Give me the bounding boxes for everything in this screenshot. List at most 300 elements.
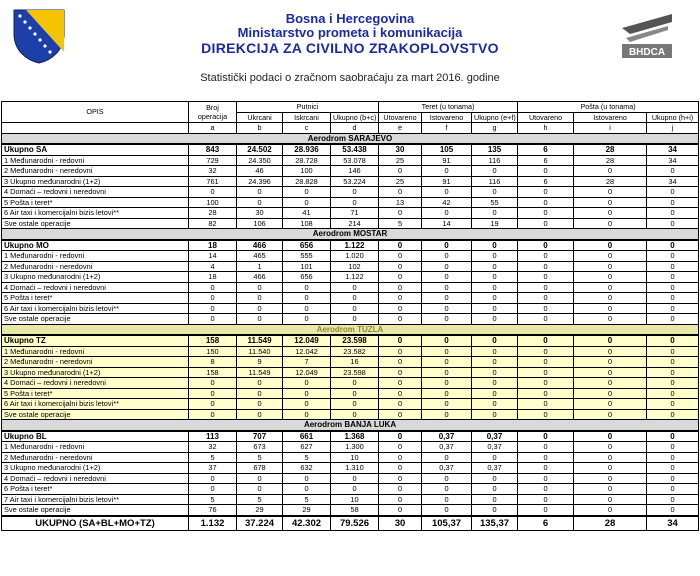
value-cell: 0,37 <box>422 463 472 474</box>
value-cell: 0 <box>472 409 518 420</box>
section-title: Aerodrom BANJA LUKA <box>2 420 699 431</box>
value-cell: 0 <box>379 335 422 346</box>
value-cell: 101 <box>283 261 331 272</box>
value-cell: 0 <box>518 197 574 208</box>
value-cell: 55 <box>472 197 518 208</box>
row-label: 2 Međunarodni - neredovni <box>2 261 189 272</box>
value-cell: 42 <box>422 197 472 208</box>
value-cell: 0 <box>472 166 518 177</box>
value-cell: 0 <box>283 314 331 325</box>
value-cell: 0 <box>189 314 237 325</box>
table-row <box>2 155 699 166</box>
value-cell: 0 <box>422 346 472 357</box>
value-cell: 0 <box>647 251 699 262</box>
value-cell: 0 <box>574 272 647 283</box>
value-cell: 0 <box>574 208 647 219</box>
value-cell: 0 <box>518 335 574 346</box>
value-cell: 0,37 <box>472 431 518 442</box>
value-cell: 0 <box>647 484 699 495</box>
col-letter: c <box>283 123 331 134</box>
col-istovareno-posta: Istovareno <box>574 112 647 123</box>
value-cell: 1.122 <box>331 240 379 251</box>
value-cell: 0 <box>518 442 574 453</box>
row-label: 5 Pošta i teret* <box>2 293 189 304</box>
value-cell: 0 <box>379 431 422 442</box>
value-cell: 0 <box>472 272 518 283</box>
value-cell: 0 <box>647 240 699 251</box>
value-cell: 0 <box>189 187 237 198</box>
value-cell: 12.049 <box>283 335 331 346</box>
value-cell: 1 <box>237 261 283 272</box>
value-cell: 0 <box>518 208 574 219</box>
value-cell: 0 <box>331 197 379 208</box>
value-cell: 18 <box>189 240 237 251</box>
value-cell: 0 <box>379 187 422 198</box>
organization-name <box>140 12 560 56</box>
table-row <box>2 357 699 368</box>
value-cell: 28.936 <box>283 144 331 155</box>
value-cell: 0 <box>647 388 699 399</box>
statistics-table <box>1 101 699 531</box>
value-cell: 555 <box>283 251 331 262</box>
table-row <box>2 473 699 484</box>
value-cell: 0 <box>379 367 422 378</box>
value-cell: 0 <box>647 261 699 272</box>
value-cell: 0,37 <box>422 431 472 442</box>
col-istovareno: Istovareno <box>422 112 472 123</box>
value-cell: 0 <box>518 357 574 368</box>
total-cell: 105,37 <box>422 516 472 531</box>
value-cell: 29 <box>237 505 283 516</box>
value-cell: 0 <box>189 484 237 495</box>
value-cell: 0 <box>379 378 422 389</box>
value-cell: 6 <box>518 176 574 187</box>
value-cell: 0 <box>237 187 283 198</box>
value-cell: 0 <box>574 282 647 293</box>
table-body <box>2 133 699 516</box>
value-cell: 0 <box>331 378 379 389</box>
value-cell: 0 <box>472 293 518 304</box>
value-cell: 0 <box>472 303 518 314</box>
value-cell: 0 <box>647 282 699 293</box>
value-cell: 0 <box>331 293 379 304</box>
value-cell: 0 <box>647 335 699 346</box>
value-cell: 0 <box>379 388 422 399</box>
value-cell: 46 <box>237 166 283 177</box>
value-cell: 0 <box>422 473 472 484</box>
value-cell: 1.020 <box>331 251 379 262</box>
value-cell: 1.310 <box>331 463 379 474</box>
value-cell: 28 <box>574 155 647 166</box>
logo-text: BHDCA <box>628 47 666 58</box>
airport-summary-row <box>2 144 699 155</box>
value-cell: 106 <box>237 218 283 229</box>
value-cell: 0 <box>189 399 237 410</box>
report-subtitle: Statistički podaci o zračnom saobraćaju za mart 2016. godine <box>200 72 500 84</box>
value-cell: 0 <box>647 431 699 442</box>
col-letter: i <box>574 123 647 134</box>
table-row <box>2 282 699 293</box>
value-cell: 0 <box>422 367 472 378</box>
value-cell: 465 <box>237 251 283 262</box>
row-label: 6 Air taxi i komercijalni bizis letovi** <box>2 208 189 219</box>
col-letter: a <box>189 123 237 134</box>
value-cell: 0 <box>422 452 472 463</box>
value-cell: 678 <box>237 463 283 474</box>
value-cell: 5 <box>189 452 237 463</box>
value-cell: 0 <box>379 240 422 251</box>
col-opis: OPIS <box>2 102 189 123</box>
row-label: Ukupno BL <box>2 431 189 442</box>
value-cell: 0 <box>518 399 574 410</box>
total-cell: 42.302 <box>283 516 331 531</box>
row-label: Ukupno SA <box>2 144 189 155</box>
value-cell: 0 <box>518 272 574 283</box>
value-cell: 0 <box>422 282 472 293</box>
value-cell: 0 <box>574 166 647 177</box>
value-cell: 0 <box>574 431 647 442</box>
value-cell: 0 <box>379 357 422 368</box>
col-ukupno-hi: Ukupno (h+i) <box>647 112 699 123</box>
value-cell: 0 <box>189 303 237 314</box>
value-cell: 0 <box>422 187 472 198</box>
value-cell: 0 <box>472 388 518 399</box>
table-row <box>2 166 699 177</box>
value-cell: 0 <box>647 409 699 420</box>
value-cell: 8 <box>189 357 237 368</box>
value-cell: 0 <box>379 346 422 357</box>
value-cell: 0 <box>283 388 331 399</box>
value-cell: 12.042 <box>283 346 331 357</box>
row-label: Sve ostale operacije <box>2 314 189 325</box>
col-letter: h <box>518 123 574 134</box>
total-cell: 37.224 <box>237 516 283 531</box>
airport-summary-row <box>2 431 699 442</box>
total-cell: 28 <box>574 516 647 531</box>
value-cell: 0 <box>422 240 472 251</box>
value-cell: 0 <box>237 399 283 410</box>
value-cell: 0 <box>647 293 699 304</box>
row-label: 7 Air taxi i komercijalni bizis letovi** <box>2 494 189 505</box>
row-label: 2 Međunarodni - neredovni <box>2 357 189 368</box>
value-cell: 0 <box>574 187 647 198</box>
value-cell: 214 <box>331 218 379 229</box>
value-cell: 627 <box>283 442 331 453</box>
value-cell: 6 <box>518 144 574 155</box>
row-label: 3 Ukupno međunarodni (1+2) <box>2 272 189 283</box>
value-cell: 466 <box>237 272 283 283</box>
table-row <box>2 505 699 516</box>
value-cell: 0 <box>574 473 647 484</box>
row-label: 6 Pošta i teret* <box>2 484 189 495</box>
value-cell: 158 <box>189 335 237 346</box>
value-cell: 0 <box>647 272 699 283</box>
value-cell: 656 <box>283 240 331 251</box>
table-row <box>2 452 699 463</box>
value-cell: 0 <box>518 218 574 229</box>
value-cell: 0 <box>237 282 283 293</box>
table-row <box>2 176 699 187</box>
total-cell: 135,37 <box>472 516 518 531</box>
value-cell: 0 <box>379 442 422 453</box>
col-utovareno-posta: Utovareno <box>518 112 574 123</box>
ministry-name: Ministarstvo prometa i komunikacija <box>237 25 463 40</box>
value-cell: 0 <box>283 303 331 314</box>
value-cell: 76 <box>189 505 237 516</box>
value-cell: 0 <box>422 388 472 399</box>
value-cell: 0 <box>331 314 379 325</box>
value-cell: 10 <box>331 494 379 505</box>
value-cell: 0 <box>574 251 647 262</box>
value-cell: 71 <box>331 208 379 219</box>
table-row <box>2 218 699 229</box>
row-label: 4 Domaći – redovni i neredovni <box>2 378 189 389</box>
total-cell: 30 <box>379 516 422 531</box>
value-cell: 0 <box>574 388 647 399</box>
value-cell: 0 <box>379 166 422 177</box>
value-cell: 0 <box>379 452 422 463</box>
row-label: Ukupno MO <box>2 240 189 251</box>
value-cell: 91 <box>422 155 472 166</box>
section-title: Aerodrom SARAJEVO <box>2 133 699 144</box>
value-cell: 100 <box>283 166 331 177</box>
value-cell: 0 <box>574 335 647 346</box>
col-ukupno-bc: Ukupno (b+c) <box>331 112 379 123</box>
value-cell: 0,37 <box>422 442 472 453</box>
airport-summary-row <box>2 335 699 346</box>
row-label: 6 Air taxi i komercijalni bizis letovi** <box>2 399 189 410</box>
value-cell: 11.540 <box>237 346 283 357</box>
value-cell: 0 <box>647 208 699 219</box>
group-posta: Pošta (u tonama) <box>518 102 699 113</box>
value-cell: 0 <box>422 261 472 272</box>
value-cell: 0 <box>574 240 647 251</box>
value-cell: 0 <box>331 484 379 495</box>
value-cell: 24.396 <box>237 176 283 187</box>
value-cell: 0 <box>574 314 647 325</box>
value-cell: 0 <box>518 452 574 463</box>
value-cell: 0 <box>472 494 518 505</box>
value-cell: 0 <box>518 346 574 357</box>
value-cell: 0 <box>574 452 647 463</box>
col-letter: e <box>379 123 422 134</box>
value-cell: 116 <box>472 176 518 187</box>
value-cell: 0 <box>647 442 699 453</box>
value-cell: 0 <box>472 335 518 346</box>
value-cell: 0 <box>422 335 472 346</box>
section-header-row <box>2 229 699 240</box>
value-cell: 4 <box>189 261 237 272</box>
value-cell: 0 <box>574 442 647 453</box>
col-iskrcani: Iskrcani <box>283 112 331 123</box>
value-cell: 0 <box>518 293 574 304</box>
value-cell: 25 <box>379 176 422 187</box>
value-cell: 0 <box>574 218 647 229</box>
value-cell: 0 <box>379 251 422 262</box>
value-cell: 656 <box>283 272 331 283</box>
row-label: 4 Domaći – redovni i neredovni <box>2 282 189 293</box>
value-cell: 0 <box>237 473 283 484</box>
value-cell: 0 <box>472 314 518 325</box>
value-cell: 30 <box>379 144 422 155</box>
value-cell: 0 <box>379 293 422 304</box>
row-label: 4 Domaći – redovni i neredovni <box>2 473 189 484</box>
value-cell: 0 <box>283 197 331 208</box>
value-cell: 0 <box>647 367 699 378</box>
value-cell: 135 <box>472 144 518 155</box>
value-cell: 0 <box>237 378 283 389</box>
value-cell: 23.598 <box>331 335 379 346</box>
value-cell: 30 <box>237 208 283 219</box>
value-cell: 28 <box>574 176 647 187</box>
value-cell: 0 <box>283 282 331 293</box>
table-row <box>2 293 699 304</box>
value-cell: 105 <box>422 144 472 155</box>
value-cell: 0 <box>574 261 647 272</box>
table-row <box>2 367 699 378</box>
value-cell: 0 <box>472 473 518 484</box>
value-cell: 0 <box>472 367 518 378</box>
value-cell: 0 <box>574 357 647 368</box>
value-cell: 0 <box>422 505 472 516</box>
value-cell: 0 <box>472 378 518 389</box>
table-row <box>2 187 699 198</box>
value-cell: 0 <box>647 452 699 463</box>
value-cell: 5 <box>379 218 422 229</box>
value-cell: 0 <box>472 282 518 293</box>
coat-of-arms-icon <box>12 8 66 64</box>
row-label: Sve ostale operacije <box>2 505 189 516</box>
value-cell: 0 <box>379 473 422 484</box>
value-cell: 58 <box>331 505 379 516</box>
table-row <box>2 442 699 453</box>
value-cell: 0 <box>647 378 699 389</box>
value-cell: 0 <box>331 388 379 399</box>
col-ukrcani: Ukrcani <box>237 112 283 123</box>
value-cell: 0 <box>379 272 422 283</box>
total-cell: 34 <box>647 516 699 531</box>
value-cell: 0 <box>379 208 422 219</box>
table-row <box>2 208 699 219</box>
value-cell: 0 <box>472 240 518 251</box>
value-cell: 632 <box>283 463 331 474</box>
value-cell: 0 <box>472 399 518 410</box>
value-cell: 0 <box>647 197 699 208</box>
value-cell: 0 <box>647 494 699 505</box>
value-cell: 0 <box>331 409 379 420</box>
bhdca-logo-icon <box>616 8 678 64</box>
section-title: Aerodrom TUZLA <box>2 324 699 335</box>
value-cell: 0 <box>422 293 472 304</box>
value-cell: 0 <box>647 346 699 357</box>
table-row <box>2 346 699 357</box>
value-cell: 6 <box>518 155 574 166</box>
value-cell: 0 <box>331 303 379 314</box>
col-letter: g <box>472 123 518 134</box>
value-cell: 7 <box>283 357 331 368</box>
section-header-row <box>2 420 699 431</box>
row-label: 1 Međunarodni - redovni <box>2 251 189 262</box>
col-broj-operacija: Broj operacija <box>189 102 237 123</box>
col-ukupno-ef: Ukupno (e+f) <box>472 112 518 123</box>
value-cell: 0 <box>647 187 699 198</box>
value-cell: 466 <box>237 240 283 251</box>
row-label: Sve ostale operacije <box>2 409 189 420</box>
value-cell: 0 <box>422 494 472 505</box>
value-cell: 1.122 <box>331 272 379 283</box>
value-cell: 24.350 <box>237 155 283 166</box>
value-cell: 673 <box>237 442 283 453</box>
value-cell: 0 <box>189 388 237 399</box>
value-cell: 150 <box>189 346 237 357</box>
value-cell: 5 <box>237 494 283 505</box>
value-cell: 0 <box>379 314 422 325</box>
value-cell: 0 <box>518 166 574 177</box>
value-cell: 0 <box>518 187 574 198</box>
value-cell: 0 <box>574 505 647 516</box>
value-cell: 0 <box>189 282 237 293</box>
value-cell: 0 <box>574 197 647 208</box>
value-cell: 0 <box>518 261 574 272</box>
group-putnici: Putnici <box>237 102 379 113</box>
value-cell: 53.078 <box>331 155 379 166</box>
value-cell: 0 <box>422 166 472 177</box>
section-header-row <box>2 133 699 144</box>
value-cell: 16 <box>331 357 379 368</box>
value-cell: 11.549 <box>237 367 283 378</box>
value-cell: 34 <box>647 155 699 166</box>
value-cell: 0 <box>237 303 283 314</box>
value-cell: 729 <box>189 155 237 166</box>
value-cell: 12.049 <box>283 367 331 378</box>
value-cell: 34 <box>647 176 699 187</box>
value-cell: 0 <box>518 431 574 442</box>
value-cell: 0 <box>472 261 518 272</box>
value-cell: 0 <box>283 409 331 420</box>
row-label: 5 Pošta i teret* <box>2 388 189 399</box>
value-cell: 113 <box>189 431 237 442</box>
value-cell: 0 <box>518 388 574 399</box>
value-cell: 0 <box>379 409 422 420</box>
value-cell: 100 <box>189 197 237 208</box>
row-label: 3 Ukupno međunarodni (1+2) <box>2 463 189 474</box>
value-cell: 28.728 <box>283 155 331 166</box>
value-cell: 0 <box>237 197 283 208</box>
group-teret: Teret (u tonama) <box>379 102 518 113</box>
value-cell: 14 <box>189 251 237 262</box>
row-label: 2 Međunarodni - neredovni <box>2 452 189 463</box>
value-cell: 0 <box>283 187 331 198</box>
value-cell: 0 <box>189 293 237 304</box>
table-row <box>2 484 699 495</box>
value-cell: 0 <box>647 303 699 314</box>
value-cell: 11.549 <box>237 335 283 346</box>
value-cell: 0 <box>283 378 331 389</box>
value-cell: 116 <box>472 155 518 166</box>
row-label: 5 Pošta i teret* <box>2 197 189 208</box>
value-cell: 0 <box>422 399 472 410</box>
table-row <box>2 251 699 262</box>
value-cell: 0 <box>379 494 422 505</box>
value-cell: 0 <box>647 314 699 325</box>
value-cell: 0 <box>518 494 574 505</box>
value-cell: 5 <box>237 452 283 463</box>
value-cell: 0 <box>189 378 237 389</box>
table-row <box>2 314 699 325</box>
value-cell: 28 <box>189 208 237 219</box>
value-cell: 25 <box>379 155 422 166</box>
value-cell: 108 <box>283 218 331 229</box>
